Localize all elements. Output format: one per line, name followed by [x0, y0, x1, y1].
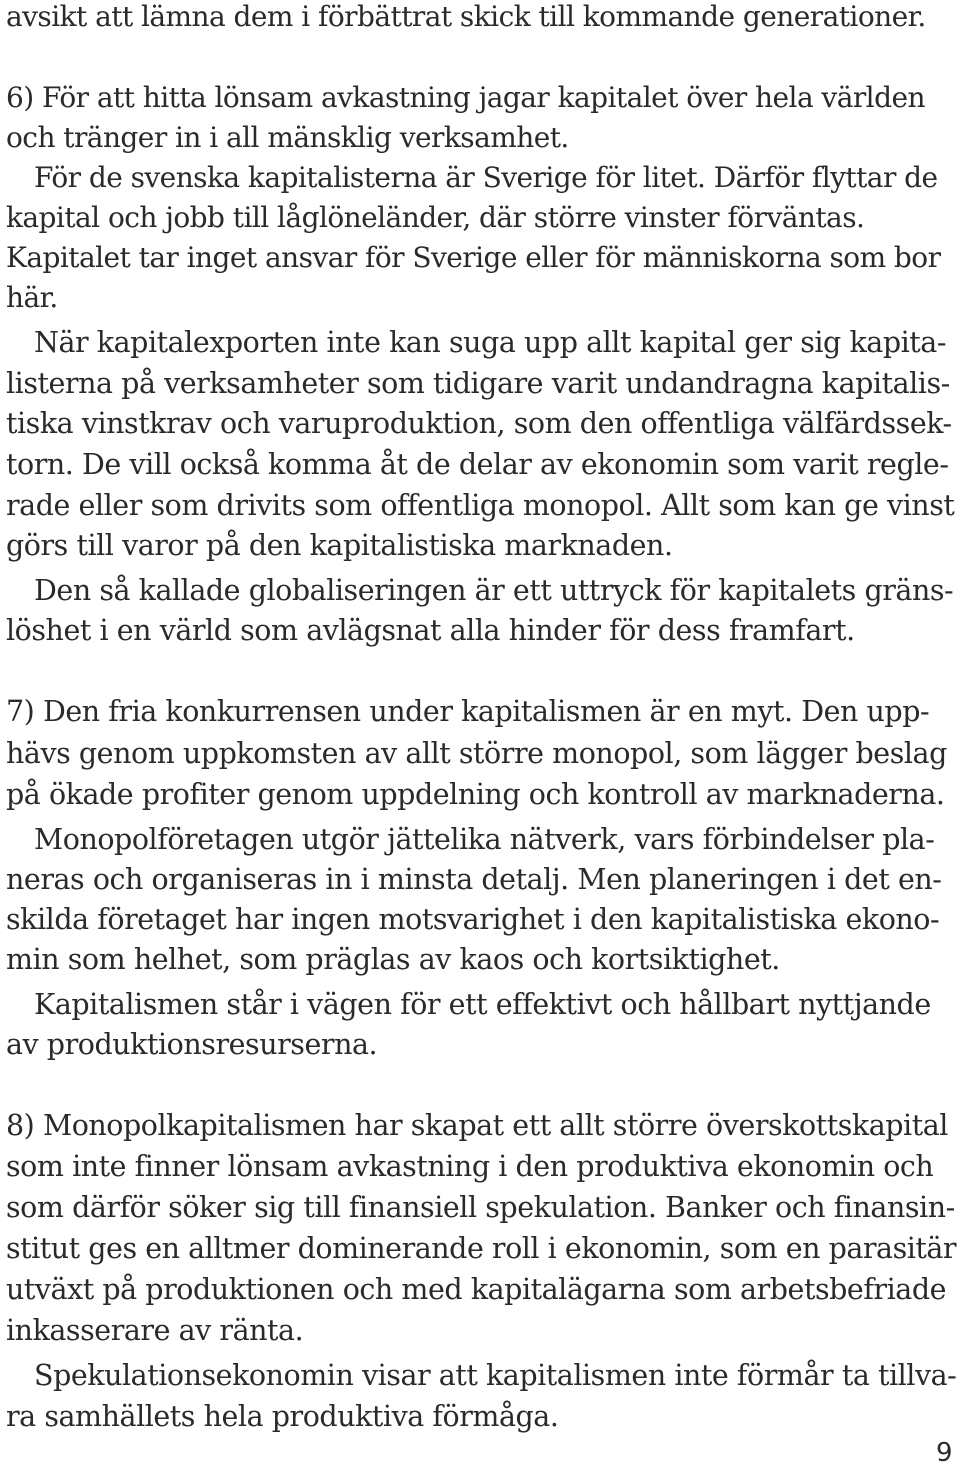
text-line: här.	[6, 281, 58, 314]
text-line: 6) För att hitta lönsam avkastning jagar kapitalet över hela världen	[6, 81, 925, 114]
text-line: på ökade profiter genom uppdelning och kontroll av marknaderna.	[6, 778, 945, 811]
text-line: Monopolföretagen utgör jättelika nätverk, vars förbindelser pla-	[34, 823, 935, 856]
text-line: min som helhet, som präglas av kaos och kortsiktighet.	[6, 943, 780, 976]
text-line: tiska vinstkrav och varuproduktion, som den offentliga välfärdssek-	[6, 407, 952, 440]
text-line: neras och organiseras in i minsta detalj. Men planeringen i det en-	[6, 863, 942, 896]
text-line: som därför söker sig till finansiell spekulation. Banker och finansin-	[6, 1191, 955, 1224]
text-line: listerna på verksamheter som tidigare varit undandragna kapitalis-	[6, 367, 950, 400]
text-line: kapital och jobb till låglöneländer, där större vinster förväntas.	[6, 201, 865, 234]
text-line: stitut ges en alltmer dominerande roll i ekonomin, som en parasitär	[6, 1232, 957, 1265]
text-line: avsikt att lämna dem i förbättrat skick till kommande generationer.	[6, 0, 926, 33]
text-line: skilda företaget har ingen motsvarighet i den kapitalistiska ekono-	[6, 903, 940, 936]
text-line: som inte finner lönsam avkastning i den produktiva ekonomin och	[6, 1150, 934, 1183]
page-number: 9	[936, 1438, 953, 1468]
text-line: Spekulationsekonomin visar att kapitalismen inte förmår ta tillva-	[34, 1359, 957, 1392]
text-line: När kapitalexporten inte kan suga upp allt kapital ger sig kapita-	[34, 326, 946, 359]
text-line: För de svenska kapitalisterna är Sverige för litet. Därför flyttar de	[34, 161, 938, 194]
text-line: görs till varor på den kapitalistiska marknaden.	[6, 529, 673, 562]
text-line: torn. De vill också komma åt de delar av ekonomin som varit regle-	[6, 448, 949, 481]
text-line: utväxt på produktionen och med kapitalägarna som arbetsbefriade	[6, 1273, 947, 1306]
text-line: löshet i en värld som avlägsnat alla hinder för dess framfart.	[6, 614, 855, 647]
text-line: inkasserare av ränta.	[6, 1314, 304, 1347]
text-line: av produktionsresurserna.	[6, 1028, 378, 1061]
text-line: ra samhällets hela produktiva förmåga.	[6, 1400, 559, 1433]
text-line: rade eller som drivits som offentliga monopol. Allt som kan ge vinst	[6, 489, 955, 522]
text-line: Kapitalismen står i vägen för ett effektivt och hållbart nyttjande	[34, 988, 931, 1021]
text-line: 7) Den fria konkurrensen under kapitalismen är en myt. Den upp-	[6, 695, 930, 728]
text-line: hävs genom uppkomsten av allt större monopol, som lägger beslag	[6, 737, 947, 770]
text-line: 8) Monopolkapitalismen har skapat ett allt större överskottskapital	[6, 1109, 948, 1142]
text-line: Kapitalet tar inget ansvar för Sverige eller för människorna som bor	[6, 241, 941, 274]
text-line: Den så kallade globaliseringen är ett uttryck för kapitalets gräns-	[34, 574, 954, 607]
text-line: och tränger in i all mänsklig verksamhet.	[6, 121, 569, 154]
